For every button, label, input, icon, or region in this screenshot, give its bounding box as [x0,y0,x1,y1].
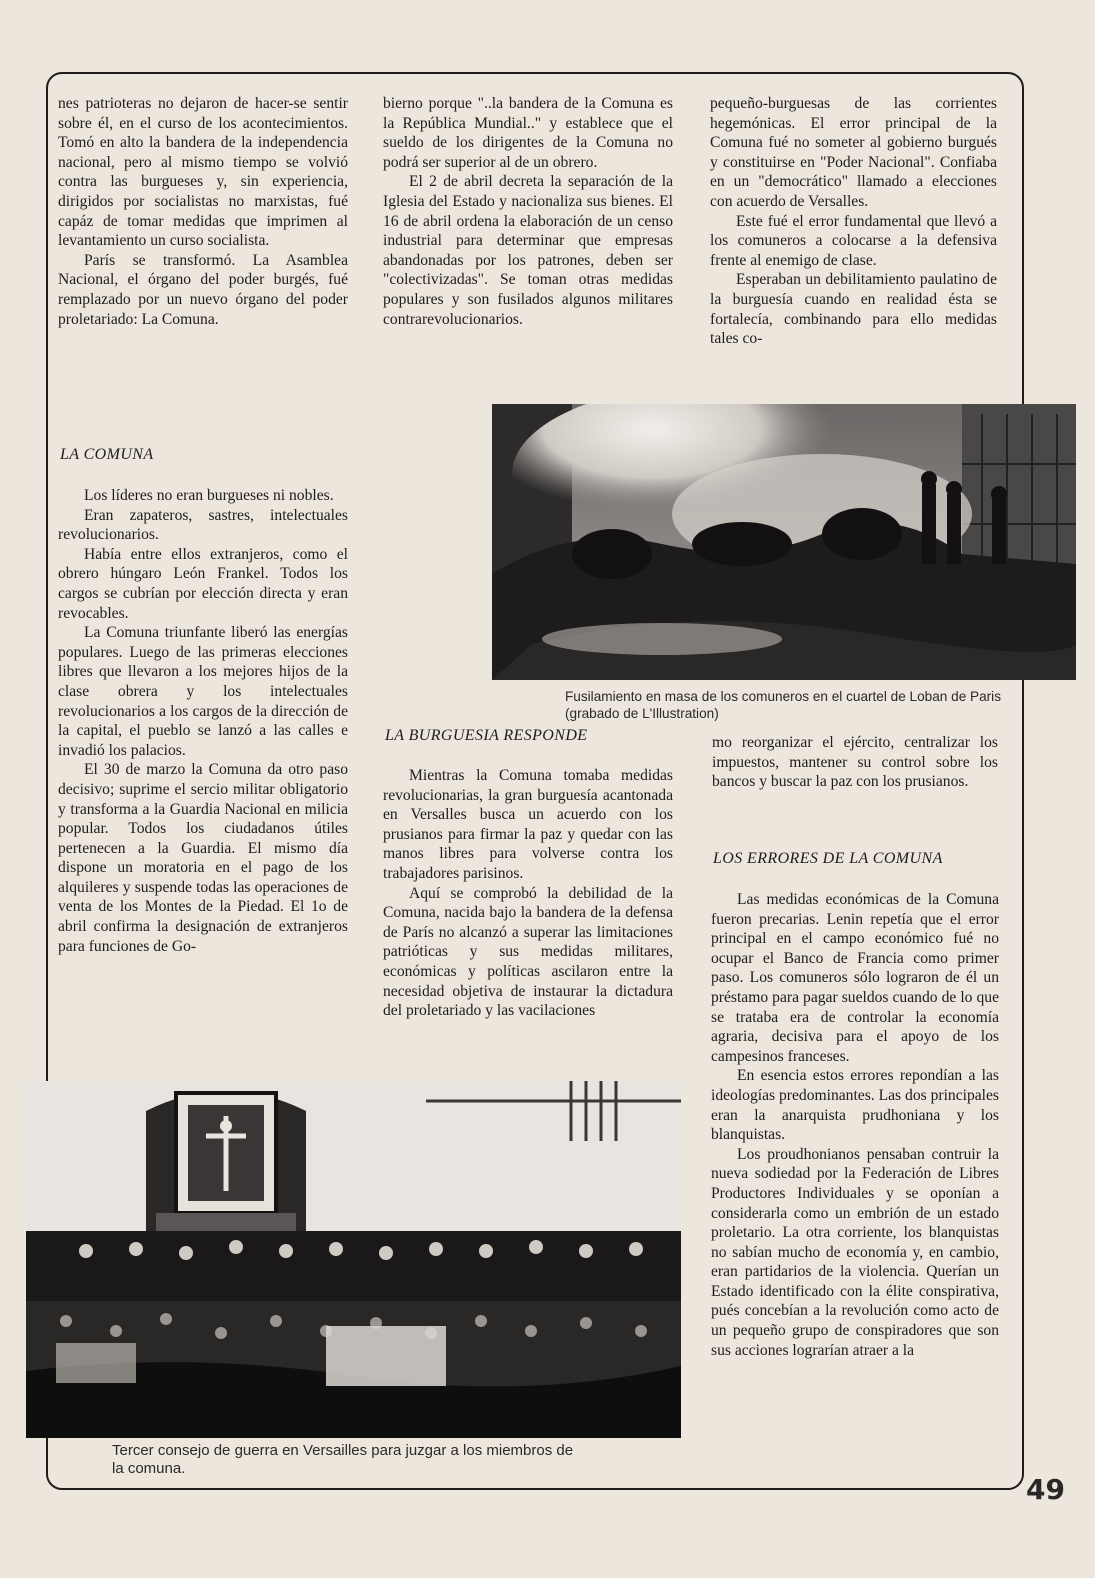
paragraph: nes patrioteras no dejaron de hacer-se sentir sobre él, en el curso de los acontecimientos. Tomó en alto la bandera de la independencia nacional, pero al mismo tiempo se volvió contra las burgueses y, sin experiencia, dirigidos por socialistas no marxistas, fué capáz de tomar medidas que imprimen al levantamiento un curso socialista. [58,95,348,250]
column-2-burguesia [383,766,673,1021]
photo-mass-execution-engraving [492,404,1076,680]
paragraph: París se transformó. La Asamblea Nacional, el órgano del poder burgés, fué remplazado por un nuevo órgano del poder proletariado: La Comuna. [58,251,348,328]
paragraph: Había entre ellos extranjeros, como el obrero húngaro León Frankel. Todos los cargos se cubrían por elección directa y eran revocables. [58,545,348,622]
paragraph: La Comuna triunfante liberó las energías populares. Luego de las primeras elecciones libres que llevaron a los mejores hijos de la clase obrera y los intelectuales revolucionarios a los cargos de la dirección de la capital, el pueblo se lanzó a las calles e invadió los palacios. [58,624,348,759]
engraving-image [492,404,1076,680]
column-1-intro [58,94,348,329]
paragraph: Esperaban un debilitamiento paulatino de la burguesía cuando en realidad ésta se fortalecía, combinando para ello medidas tales co- [710,271,997,348]
paragraph: El 2 de abril decreta la separación de la Iglesia del Estado y nacionaliza sus bienes. El 16 de abril ordena la elaboración de un censo industrial para determinar que empresas abandonadas por los patrones, deben ser "colectivizadas". Se toman otras medidas populares y son fusilados algunos militares contrarevolucionarios. [383,173,673,328]
section-heading-la-comuna: LA COMUNA [60,446,154,463]
section-heading-burguesia-responde: LA BURGUESIA RESPONDE [385,727,588,744]
paragraph: Los líderes no eran burgueses ni nobles. [84,487,334,504]
paragraph: Este fué el error fundamental que llevó a los comuneros a colocarse a la defensiva frente al enemigo de clase. [710,212,997,269]
courtroom-image [26,1081,681,1438]
page-number: 49 [1026,1473,1065,1506]
paragraph: Las medidas económicas de la Comuna fueron precarias. Lenin repetía que el error principal en el campo económico fué no ocupar el Banco de Francia como primer paso. Los comuneros sólo lograron de él un préstamo para pagar sueldos cuando de lo que se trataba era de controlar la economía agraria, decisiva para el apoyo de los campesinos franceses. [711,891,999,1065]
paragraph: mo reorganizar el ejército, centralizar los impuestos, mantener su control sobre los bancos y buscar la paz con los prusianos. [712,734,998,791]
paragraph: Mientras la Comuna tomaba medidas revolucionarias, la gran burguesía acantonada en Versalles busca un acuerdo con los prusianos para firmar la paz y quedar con las manos libres para volverse contra los trabajadores parisinos. [383,767,673,882]
paragraph: Los proudhonianos pensaban contruir la nueva sodiedad por la Federación de Libres Productores Individuales y se oponían a considerarla como un embrión de un estado proletario. La otra corriente, los blanquistas no sabían mucho de economía y, en cambio, eran partidarios de la violencia. Querían un Estado identificado con la élite conspirativa, pués concebían a la revolución como acto de un pequeño grupo de conspiradores que son sus acciones lograrían atraer a la [711,1145,999,1359]
paragraph: pequeño-burguesas de las corrientes hegemónicas. El error principal de la Comuna fué no someter al gobierno burgués y constituirse en "Poder Nacional". Confiaba en un "democrático" llamado a elecciones con acuerdo de Versalles. [710,95,997,210]
column-3-intro [710,94,997,349]
column-2-intro [383,94,673,329]
column-1-la-comuna [58,486,348,956]
paragraph: En esencia estos errores repondían a las ideologías predominantes. Las dos principales eran la anarquista prudhoniana y los blanquistas. [711,1067,999,1144]
column-3-continued [712,733,998,792]
caption-bottom-photo: Tercer consejo de guerra en Versailles para juzgar a los miembros de la comuna. [112,1442,574,1477]
column-3-errores [711,890,999,1360]
photo-council-of-war [26,1081,681,1438]
caption-top-photo: Fusilamiento en masa de los comuneros en el cuartel de Loban de Paris (grabado de L'Illustration) [565,689,1002,721]
paragraph: Eran zapateros, sastres, intelectuales revolucionarios. [58,506,348,544]
section-heading-errores-comuna: LOS ERRORES DE LA COMUNA [713,850,943,867]
paragraph: bierno porque "..la bandera de la Comuna es la República Mundial.." y establece que el sueldo de los dirigentes de la Comuna no podrá ser superior al de un obrero. [383,95,673,171]
paragraph: El 30 de marzo la Comuna da otro paso decisivo; suprime el sercio militar obligatorio y transforma a la Guardia Nacional en milicia popular. Todos los ciudadanos útiles pertenecen a la Guardia. El mismo día dispone un moratoria en el pago de los alquileres y suspende todas las operaciones de venta de los Montes de la Piedad. El 1o de abril confirma la designación de extranjeros para funciones de Go- [58,761,348,955]
paragraph: Aquí se comprobó la debilidad de la Comuna, nacida bajo la bandera de la defensa de París no alcanzó a superar las limitaciones patrióticas y sus medidas militares, económicas y políticas ascilaron entre la necesidad objetiva de instaurar la dictadura del proletariado y las vacilaciones [383,884,673,1020]
